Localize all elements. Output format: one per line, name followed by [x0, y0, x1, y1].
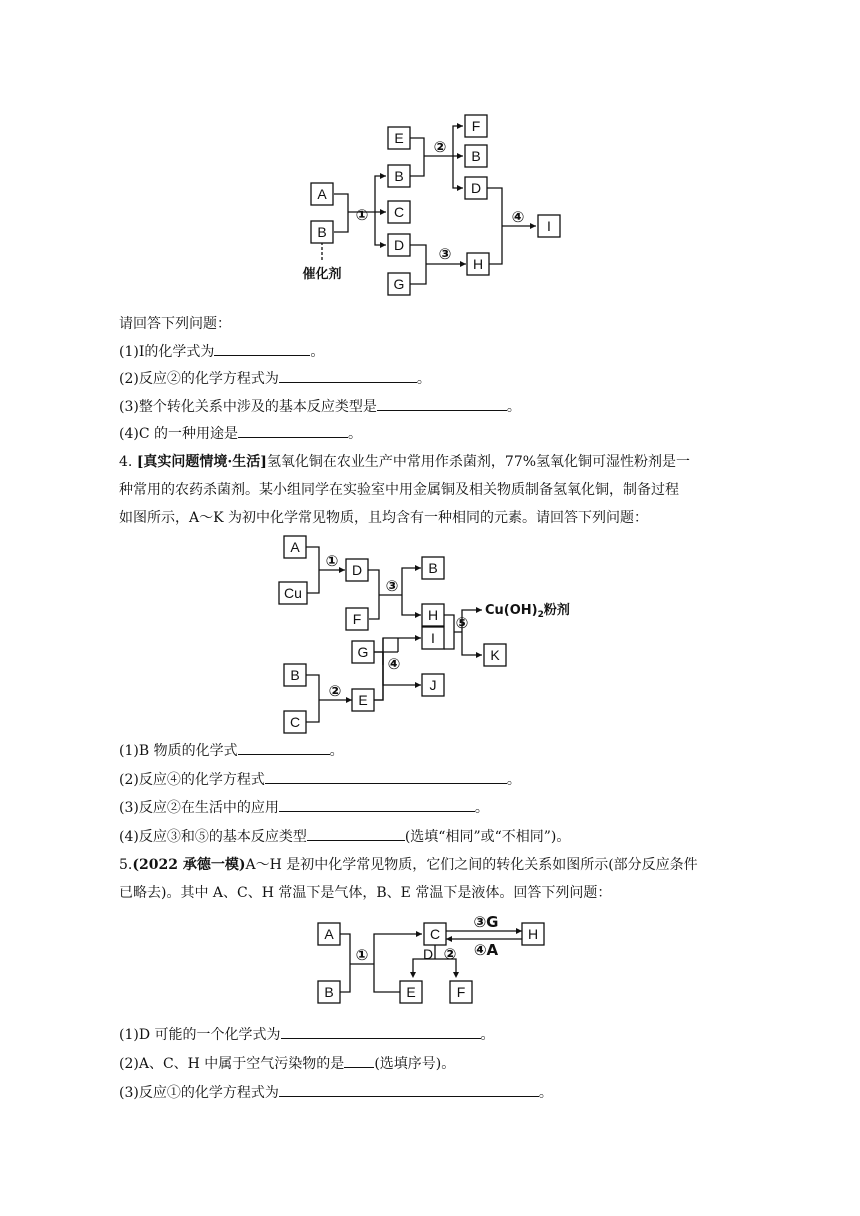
reaction-3-label: ③ — [438, 245, 452, 263]
node-H — [522, 923, 544, 945]
q3-prompt: 请回答下列问题： — [119, 316, 231, 332]
svg-text:C: C — [429, 926, 441, 942]
node-E — [352, 689, 374, 711]
reaction-4-label: ④ — [387, 655, 401, 673]
svg-text:K: K — [490, 647, 500, 663]
node-G — [352, 641, 374, 663]
node-I — [538, 215, 560, 237]
reaction-1-label: ① — [355, 206, 369, 224]
answer-blank[interactable] — [265, 769, 507, 784]
reaction-2-label: ② — [328, 682, 342, 700]
svg-text:E: E — [358, 692, 368, 708]
node-G — [388, 273, 410, 295]
svg-text:C: C — [289, 714, 301, 730]
svg-text:D: D — [470, 180, 482, 196]
q5-stem-line-1: 5.(2022 承德一模)A～H 是初中化学常见物质，它们之间的转化关系如图所示(部分反应条件 — [119, 857, 698, 873]
svg-text:C: C — [393, 204, 405, 220]
node-K — [484, 644, 506, 666]
node-B-top — [388, 165, 410, 187]
answer-blank[interactable] — [279, 797, 475, 812]
node-Cu — [279, 582, 307, 604]
reaction-diagram-3 — [310, 912, 560, 1010]
svg-text:A: A — [290, 539, 300, 555]
svg-text:Cu: Cu — [284, 585, 302, 601]
node-D-right — [465, 177, 487, 199]
reaction-3-label: ③ — [385, 577, 399, 595]
node-B — [318, 981, 340, 1003]
node-E — [388, 127, 410, 149]
svg-text:D: D — [393, 237, 405, 253]
node-B-right — [465, 145, 487, 167]
q4-stem-line-2: 种常用的农药杀菌剂。某小组同学在实验室中用金属铜及相关物质制备氢氧化铜，制备过程 — [119, 482, 679, 498]
node-F — [465, 115, 487, 137]
node-F — [346, 608, 368, 630]
q3-item-2: (2)反应②的化学方程式为 。 — [119, 368, 431, 389]
node-F — [450, 981, 472, 1003]
q4-item-1: (1)B 物质的化学式 。 — [119, 740, 344, 761]
svg-text:B: B — [428, 560, 438, 576]
node-D — [388, 234, 410, 256]
catalyst-label: 催化剂 — [302, 267, 342, 282]
svg-text:A: A — [324, 926, 334, 942]
reaction-diagram-2 — [276, 535, 596, 735]
q4-stem-line-3: 如图所示，A～K 为初中化学常见物质，且均含有一种相同的元素。请回答下列问题： — [119, 510, 649, 526]
svg-text:H: H — [472, 256, 484, 272]
node-C — [424, 923, 446, 945]
svg-text:D: D — [351, 562, 363, 578]
svg-text:B: B — [471, 148, 481, 164]
node-B-bottom — [284, 664, 306, 686]
answer-blank[interactable] — [281, 1024, 481, 1039]
node-J — [422, 674, 444, 696]
reaction-4-label: ④A — [473, 941, 499, 959]
q5-item-1: (1)D 可能的一个化学式为 。 — [119, 1024, 495, 1045]
reagent-D-label: D — [422, 946, 434, 962]
svg-text:F: F — [471, 118, 481, 134]
node-A — [311, 183, 333, 205]
q5-item-3: (3)反应①的化学方程式为 。 — [119, 1082, 553, 1103]
reaction-2-label: ② — [433, 138, 447, 156]
q5-source: (2022 承德一模) — [132, 857, 246, 873]
svg-text:I: I — [547, 218, 551, 234]
svg-text:G: G — [357, 644, 369, 660]
reaction-5-label: ⑤ — [455, 614, 469, 632]
node-H — [467, 253, 489, 275]
svg-text:F: F — [456, 984, 466, 1000]
reaction-3-label: ③G — [473, 913, 499, 931]
q3-item-3: (3)整个转化关系中涉及的基本反应类型是 。 — [119, 396, 521, 417]
q3-item-4: (4)C 的一种用途是 。 — [119, 423, 362, 444]
svg-text:I: I — [431, 630, 435, 646]
answer-blank[interactable] — [238, 740, 330, 755]
q5-item-2: (2)A、C、H 中属于空气污染物的是 (选填序号)。 — [119, 1053, 455, 1074]
answer-blank[interactable] — [214, 341, 310, 356]
q5-stem-line-2: 已略去)。其中 A、C、H 常温下是气体，B、E 常温下是液体。回答下列问题： — [119, 885, 612, 901]
node-D — [346, 559, 368, 581]
svg-text:H: H — [427, 607, 439, 623]
q4-item-4: (4)反应③和⑤的基本反应类型 (选填“相同”或“不相同”)。 — [119, 826, 570, 847]
svg-text:B: B — [324, 984, 334, 1000]
svg-text:E: E — [394, 130, 404, 146]
node-C — [284, 711, 306, 733]
reaction-4-label: ④ — [511, 208, 525, 226]
svg-text:F: F — [352, 611, 362, 627]
node-I — [422, 627, 444, 649]
reaction-diagram-1 — [300, 112, 570, 302]
svg-text:H: H — [527, 926, 539, 942]
reaction-1-label: ① — [325, 552, 339, 570]
node-A — [318, 923, 340, 945]
svg-text:J: J — [429, 677, 437, 693]
node-B — [311, 221, 333, 243]
q4-item-2: (2)反应④的化学方程式 。 — [119, 769, 521, 790]
q4-item-3: (3)反应②在生活中的应用 。 — [119, 797, 489, 818]
reaction-1-label: ① — [355, 946, 369, 964]
svg-text:B: B — [394, 168, 404, 184]
answer-blank[interactable] — [238, 423, 348, 438]
node-A — [284, 536, 306, 558]
reaction-2-label: ② — [443, 945, 457, 963]
q4-context-tag: [真实问题情境·生活] — [136, 454, 267, 470]
answer-blank[interactable] — [377, 396, 507, 411]
node-C — [388, 201, 410, 223]
svg-text:E: E — [406, 984, 416, 1000]
q3-item-1: (1)I的化学式为 。 — [119, 341, 324, 362]
svg-text:B: B — [317, 224, 327, 240]
node-B-top — [422, 557, 444, 579]
answer-blank[interactable] — [279, 368, 417, 383]
answer-blank[interactable] — [307, 826, 405, 841]
svg-text:B: B — [290, 667, 300, 683]
answer-blank[interactable] — [279, 1082, 539, 1097]
product-label: $Cu(OH)_2$粉剂 — [485, 603, 570, 620]
svg-text:G: G — [393, 276, 405, 292]
node-H — [422, 604, 444, 626]
q4-stem-line-1: 4. [真实问题情境·生活]氢氧化铜在农业生产中常用作杀菌剂，77%氢氧化铜可湿性粉剂是一 — [119, 454, 691, 470]
node-E — [400, 981, 422, 1003]
answer-blank[interactable] — [344, 1053, 374, 1068]
svg-text:A: A — [317, 186, 327, 202]
